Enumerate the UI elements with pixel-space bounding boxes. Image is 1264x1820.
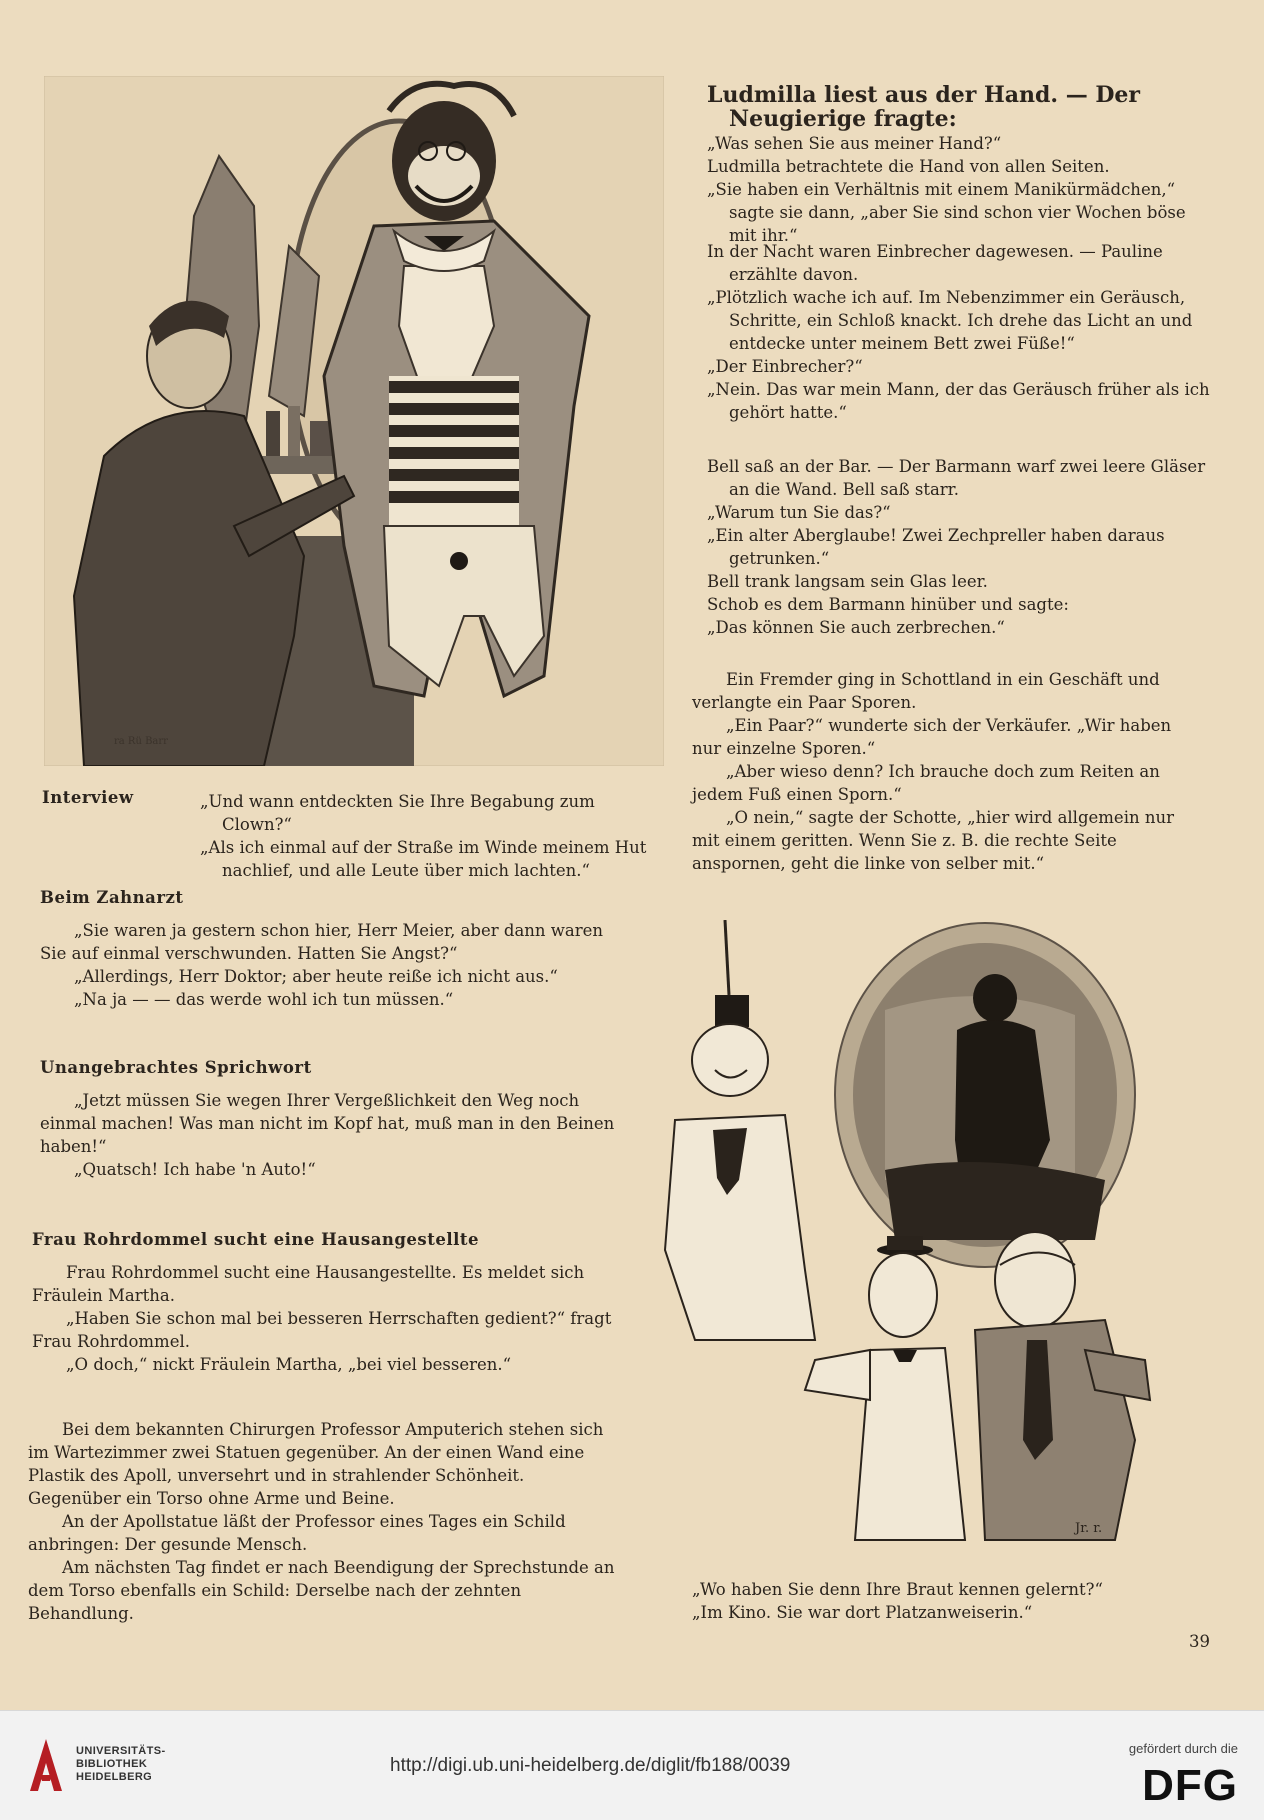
schotte-joke — [692, 668, 1204, 875]
funded-by-label: gefördert durch die — [1128, 1741, 1238, 1756]
cartoon-caption — [692, 1578, 1172, 1624]
bell-line: Bell trank langsam sein Glas leer. — [707, 572, 988, 591]
bell-line: Schob es dem Barmann hinüber und sagte: — [707, 595, 1069, 614]
rohrdommel-line: „O doch,“ nickt Fräulein Martha, „bei viel besseren.“ — [66, 1355, 512, 1374]
page-number-text: 39 — [1189, 1632, 1210, 1651]
einbrecher-joke — [707, 240, 1215, 424]
ludmilla-line: „Sie haben ein Verhältnis mit einem Manikürmädchen,“ sagte sie dann, „aber Sie sind schon vier Wochen böse mit ihr.“ — [707, 180, 1186, 245]
interview-line: „Und wann entdeckten Sie Ihre Begabung zum Clown?“ — [200, 792, 595, 834]
schotte-line: „O nein,“ sagte der Schotte, „hier wird allgemein nur mit einem geritten. Wenn Sie z. B. die rechte Seite anspornen, geht die linke von selber mit.“ — [692, 808, 1174, 873]
source-url-link[interactable]: http://digi.ub.uni-heidelberg.de/diglit/fb188/0039 — [390, 1755, 791, 1776]
chirurg-line: An der Apollstatue läßt der Professor eines Tages ein Schild anbringen: Der gesunde Mensch. — [28, 1512, 566, 1554]
svg-text:ra Rü Barr: ra Rü Barr — [114, 736, 168, 747]
bell-joke — [707, 455, 1215, 639]
ludmilla-line: Ludmilla betrachtete die Hand von allen Seiten. — [707, 157, 1110, 176]
sprichwort-section — [40, 1056, 630, 1181]
zahnarzt-section — [40, 886, 630, 1011]
einbrecher-line: „Nein. Das war mein Mann, der das Geräusch früher als ich gehört hatte.“ — [707, 380, 1210, 422]
bell-line: „Ein alter Aberglaube! Zwei Zechpreller haben daraus getrunken.“ — [707, 526, 1165, 568]
interview-text — [200, 790, 650, 882]
schotte-line: Ein Fremder ging in Schottland in ein Geschäft und verlangte ein Paar Sporen. — [692, 670, 1160, 712]
uni-line: BIBLIOTHEK — [76, 1758, 148, 1770]
clown-illustration-icon — [44, 76, 664, 766]
sprichwort-line: „Jetzt müssen Sie wegen Ihrer Vergeßlichkeit den Weg noch einmal machen! Was man nicht im Kopf hat, muß man in den Beinen haben!“ — [40, 1091, 615, 1156]
interview-heading — [42, 786, 192, 819]
ludmilla-line: Ludmilla liest aus der Hand. — Der Neugierige fragte: — [707, 82, 1141, 132]
zahnarzt-title: Beim Zahnarzt — [40, 888, 184, 907]
interview-line: „Als ich einmal auf der Straße im Winde meinem Hut nachlief, und alle Leute über mich lachten.“ — [200, 838, 647, 880]
svg-text:Jr. r.: Jr. r. — [1075, 1521, 1103, 1536]
einbrecher-line: In der Nacht waren Einbrecher dagewesen. — Pauline erzählte davon. — [707, 242, 1163, 284]
sprichwort-line: „Quatsch! Ich habe 'n Auto!“ — [74, 1160, 316, 1179]
schotte-line: „Ein Paar?“ wunderte sich der Verkäufer. „Wir haben nur einzelne Sporen.“ — [692, 716, 1172, 758]
interview-title: Interview — [42, 788, 134, 807]
bell-line: „Warum tun Sie das?“ — [707, 503, 891, 522]
caption-line: „Wo haben Sie denn Ihre Braut kennen gelernt?“ — [692, 1580, 1103, 1599]
schotte-line: „Aber wieso denn? Ich brauche doch zum Reiten an jedem Fuß einen Sporn.“ — [692, 762, 1160, 804]
chirurg-section — [28, 1418, 620, 1625]
bell-line: „Das können Sie auch zerbrechen.“ — [707, 618, 1005, 637]
university-logo-icon[interactable] — [26, 1735, 66, 1793]
rohrdommel-line: Frau Rohrdommel sucht eine Hausangestellte. Es meldet sich Fräulein Martha. — [32, 1263, 585, 1305]
caption-line: „Im Kino. Sie war dort Platzanweiserin.“ — [692, 1603, 1033, 1622]
zahnarzt-line: „Allerdings, Herr Doktor; aber heute reiße ich nicht aus.“ — [74, 967, 558, 986]
uni-line: UNIVERSITÄTS- — [76, 1745, 166, 1757]
zahnarzt-line: „Sie waren ja gestern schon hier, Herr Meier, aber dann waren Sie auf einmal verschwunden. Hatten Sie Angst?“ — [40, 921, 604, 963]
footer — [0, 1710, 1264, 1820]
einbrecher-line: „Der Einbrecher?“ — [707, 357, 863, 376]
bell-line: Bell saß an der Bar. — Der Barmann warf zwei leere Gläser an die Wand. Bell saß starr. — [707, 457, 1206, 499]
rohrdommel-title: Frau Rohrdommel sucht eine Hausangestellte — [32, 1230, 479, 1249]
ludmilla-line: „Was sehen Sie aus meiner Hand?“ — [707, 134, 1002, 153]
rohrdommel-line: „Haben Sie schon mal bei besseren Herrschaften gedient?“ fragt Frau Rohrdommel. — [32, 1309, 612, 1351]
page-number — [1160, 1630, 1210, 1653]
cinema-cartoon-illustration-icon — [655, 920, 1175, 1560]
zahnarzt-line: „Na ja — — das werde wohl ich tun müssen.“ — [74, 990, 454, 1009]
dfg-logo[interactable]: DFG — [1142, 1761, 1238, 1810]
chirurg-line: Am nächsten Tag findet er nach Beendigung der Sprechstunde an dem Torso ebenfalls ein Schild: Derselbe nach der zehnten Behandlung. — [28, 1558, 615, 1623]
ludmilla-joke — [707, 84, 1215, 247]
university-name[interactable] — [76, 1745, 166, 1784]
chirurg-line: Bei dem bekannten Chirurgen Professor Amputerich stehen sich im Wartezimmer zwei Statuen gegenüber. An der einen Wand eine Plastik des Apoll, unversehrt und in strahlender Schönheit. Gegenüber ein Torso ohne Arme und Beine. — [28, 1420, 604, 1508]
sprichwort-title: Unangebrachtes Sprichwort — [40, 1058, 312, 1077]
einbrecher-line: „Plötzlich wache ich auf. Im Nebenzimmer ein Geräusch, Schritte, ein Schloß knackt. Ich drehe das Licht an und entdecke unter meinem Bett zwei Füße!“ — [707, 288, 1193, 353]
uni-line: HEIDELBERG — [76, 1771, 153, 1783]
rohrdommel-section — [32, 1228, 622, 1376]
